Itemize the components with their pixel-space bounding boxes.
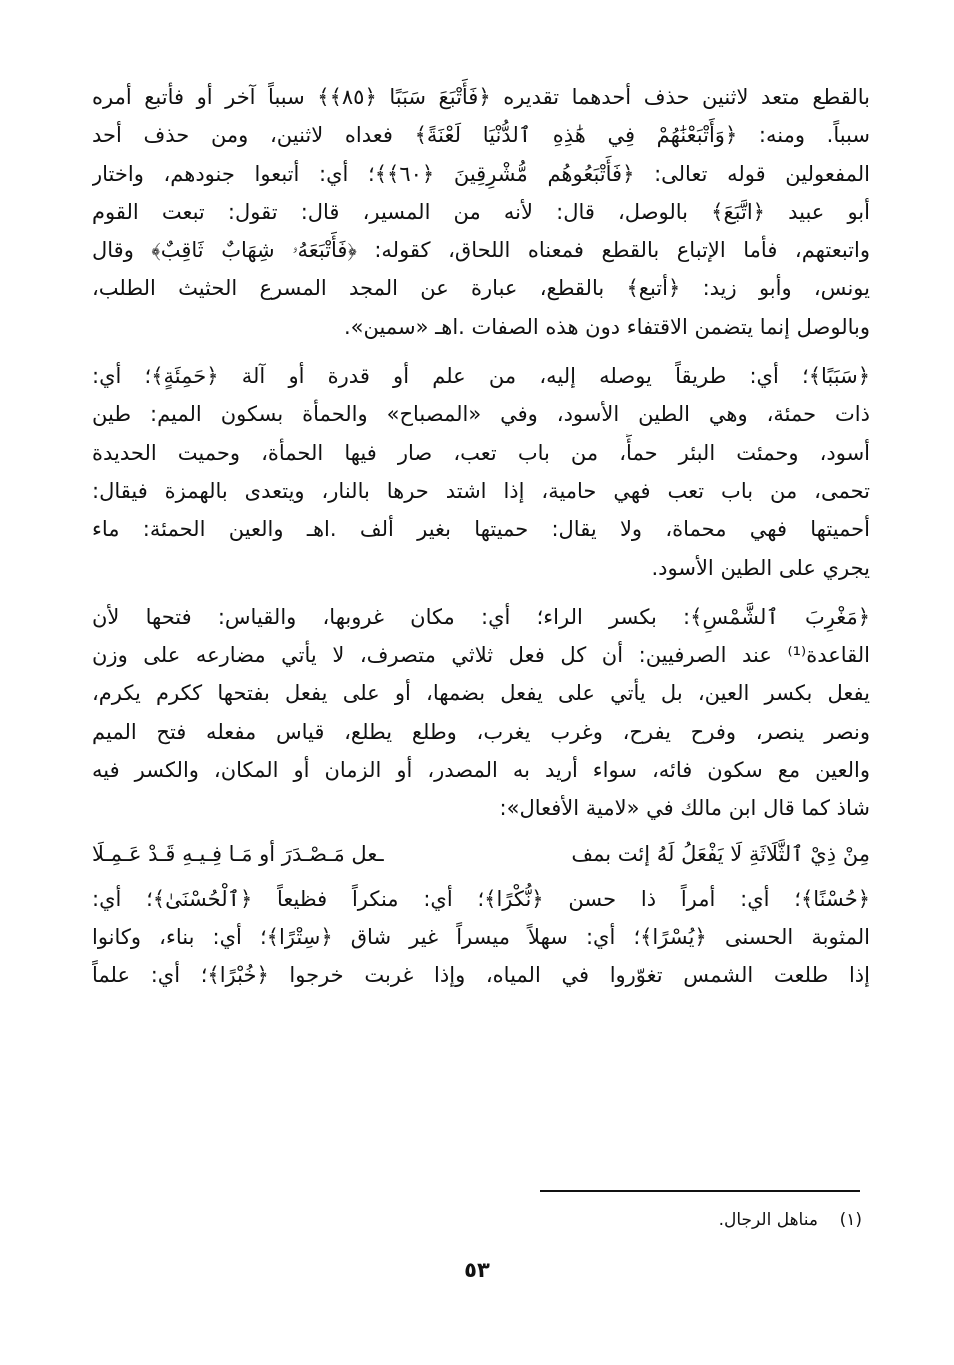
verse-second-hemistich: ـعل مَـصْـدَرَ أو مَـا فِـيـهِ قَـدْ عَـمِـلَا <box>92 841 384 866</box>
paragraph-2 <box>92 357 870 587</box>
verse-first-hemistich: مِنْ ذِيْ ٱلثَّلَاثَةِ لَا يَفْعَلُ لَهُ إئت بمف <box>571 841 870 866</box>
text-line: يونس، وأبو زيد: ﴿أتبع﴾ بالقطع، عبارة عن المجد المسرع الحثيث الطلب، <box>92 276 870 301</box>
text-line: بالقطع متعد لاثنين حذف أحدهما تقديره ﴿فَأَتْبَعَ سَبَبًا ﴿٨٥﴾﴾ سبباً آخر أو فأتبع أمره <box>92 85 870 109</box>
text-line: والعين مع سكون فائه، سواء أريد به المصدر، أو الزمان أو المكان، والكسر فيه <box>92 758 870 783</box>
text-line: شاذ كما قال ابن مالك في «لامية الأفعال»: <box>499 796 870 821</box>
footnote-text: مناهل الرجال. <box>718 1210 818 1230</box>
text-line: سبباً. ومنه: ﴿وَأَتْبَعْنَٰهُمْ فِي هَٰذِهِ ٱلدُّنْيَا لَعْنَةً﴾ فعداه لاثنين، ومن حذف أحد <box>92 123 870 148</box>
paragraph-3 <box>92 598 870 828</box>
text-line: أحميتها فهي محماة، ولا يقال: حميتها بغير ألف .اهـ والعين الحمئة: ماء <box>92 517 870 542</box>
text-line: ﴿مَغْرِبَ ٱلشَّمْسِ﴾: بكسر الراء؛ أي: مكان غروبها، والقياس: فتحها لأن <box>92 604 870 629</box>
text-line: المفعولين قوله تعالى: ﴿فَأَتْبَعُوهُم مُّشْرِقِينَ ﴿٦٠﴾﴾؛ أي: أتبعوا جنودهم، واختار <box>92 161 870 186</box>
paragraph-4 <box>92 880 870 995</box>
poetry-verse <box>92 834 870 874</box>
text-line: ﴿حُسْنًا﴾؛ أي: أمراً ذا حسن ﴿نُّكْرًا﴾؛ أي: منكراً فظيعاً ﴿ٱلْحُسْنَىٰ﴾؛ أي: <box>92 886 870 911</box>
footnote-divider <box>540 1190 860 1192</box>
text-line: ذات حمئة، وهي الطين الأسود، وفي «المصباح» والحمأة بسكون الميم: طين <box>92 402 870 427</box>
text-line: وبالوصل إنما يتضمن الاقتفاء دون هذه الصفات .اهـ «سمين». <box>343 314 870 339</box>
text-line: تحمى، من باب تعب فهي حامية، إذا اشتد حرها بالنار، ويتعدى بالهمزة فيقال: <box>92 478 870 503</box>
text-line: يجري على الطين الأسود. <box>651 555 870 580</box>
footnote-marker: (١) <box>839 1210 862 1230</box>
text-line: أسود، وحمئت البئر حمأً، من باب تعب، صار فيها الحمأة، وحميت الحديدة <box>92 440 870 465</box>
text-line: ونصر ينصر، وفرح يفرح، وغرب يغرب، وطلع يطلع، قياس مفعله فتح الميم <box>92 719 870 744</box>
text-line: أبو عبيد ﴿اتَّبَعَ﴾ بالوصل، قال: لأنه من المسير، قال: تقول: تبعت القوم <box>92 199 870 224</box>
text-line: إذا طلعت الشمس تغوّروا في المياه، وإذا غربت خرجوا ﴿خُبْرًا﴾؛ أي: علماً <box>92 963 870 988</box>
footnote <box>719 1207 862 1233</box>
text-line: ﴿سَبَبًا﴾؛ أي: طريقاً يوصله إليه، من علم أو قدرة أو آلة ﴿حَمِئَةٍ﴾؛ أي: <box>92 364 870 389</box>
text-line: القاعدة⁽¹⁾ عند الصرفيين: أن كل فعل ثلاثي متصرف، لا يأتي مضارعه على وزن <box>92 643 870 668</box>
page-number: ٥٣ <box>464 1258 490 1282</box>
page-body <box>92 78 870 995</box>
paragraph-1 <box>92 78 870 346</box>
text-line: المثوبة الحسنى ﴿يُسْرًا﴾؛ أي: سهلاً ميسراً غير شاق ﴿سِتْرًا﴾؛ أي: بناء، وكانوا <box>92 924 870 949</box>
text-line: يفعل بكسر العين، بل يأتي على يفعل بضمها، أو على يفعل بفتحها ككرم يكرم، <box>92 681 870 706</box>
text-line: واتبعتهم، فأما الإتباع بالقطع فمعناه اللحاق، كقوله: ﴿فَأَتْبَعَهُۥ شِهَابٌ ثَاقِبٌ﴾ وقال <box>92 238 870 263</box>
